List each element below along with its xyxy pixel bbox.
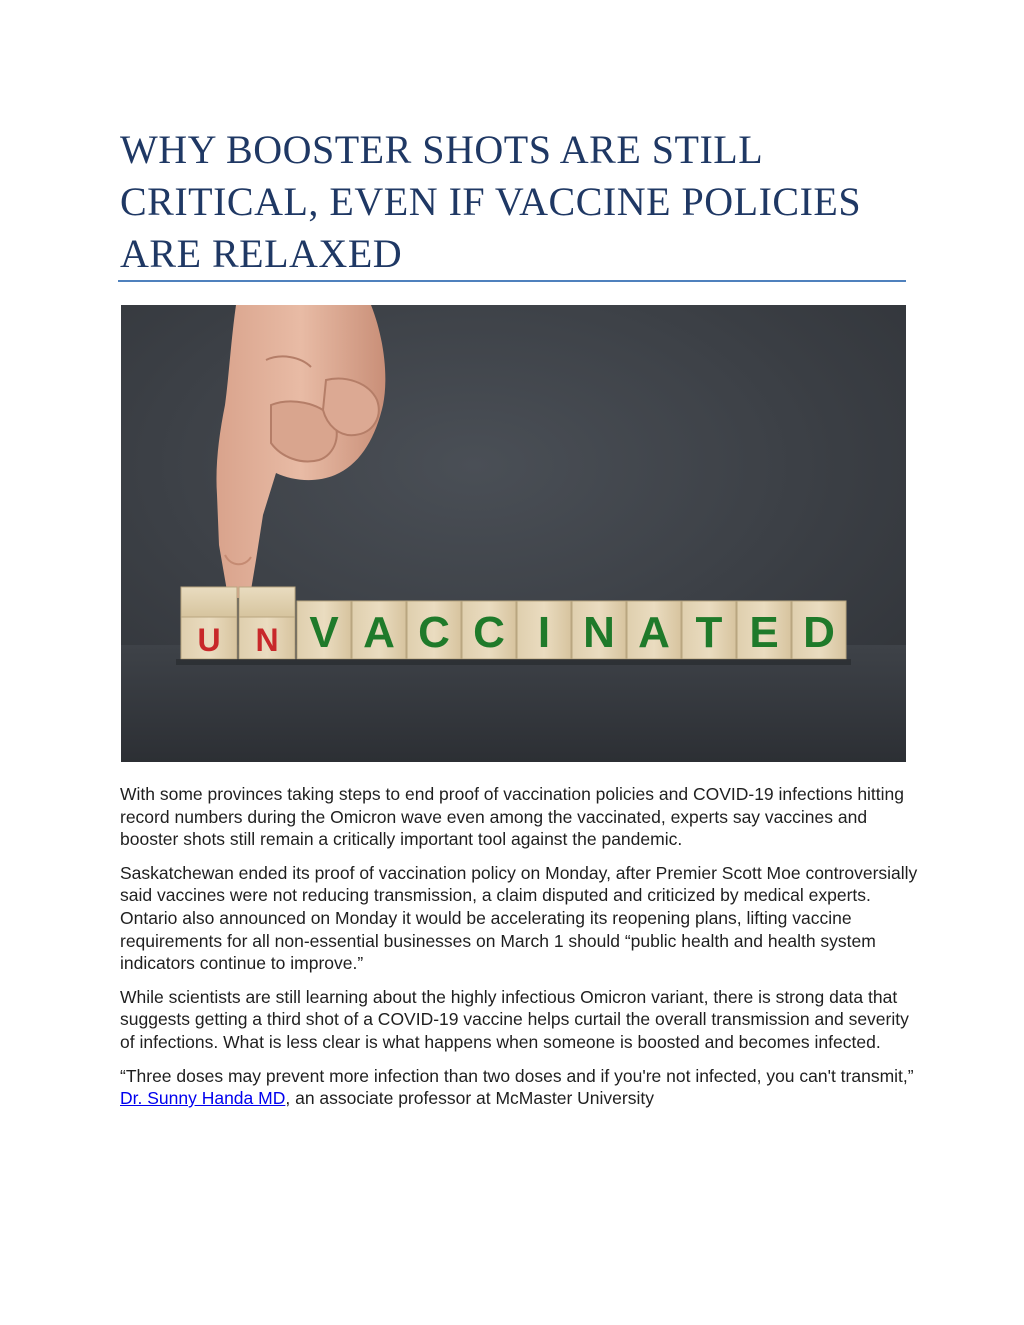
word-letter-7: A [638,608,670,657]
hero-image [121,305,906,762]
prefix-letter-n: N [255,622,279,658]
title-divider [118,280,906,282]
paragraph-3: While scientists are still learning about the highly infectious Omicron variant, there is strong data that suggests getting a third shot of a COVID-19 vaccine helps curtail the overall transmission and severity of infections. What is less clear is what happens when someone is boosted and becomes infected. [120,986,909,1052]
article-body [120,783,920,1121]
word-letter-8: T [695,608,723,657]
word-letter-3: C [418,608,450,657]
paragraph-2: Saskatchewan ended its proof of vaccination policy on Monday, after Premier Scott Moe controversially said vaccines were not reducing transmission, a claim disputed and criticized by medical experts. Ontario also announced on Monday it would be accelerating its reopening plans, lifting vaccine requirements for all non-essential businesses on March 1 should “public health and health system indicators continue to improve.” [120,862,918,974]
doctor-profile-link[interactable]: Dr. Sunny Handa MD [120,1088,286,1109]
quote-attribution: , an associate professor at McMaster University [285,1088,654,1109]
word-letter-10: D [803,608,835,657]
word-letter-9: E [749,608,779,657]
article-title: WHY BOOSTER SHOTS ARE STILL CRITICAL, EVEN IF VACCINE POLICIES ARE RELAXED [120,127,862,276]
word-letter-6: N [583,608,615,657]
word-letter-2: A [363,608,395,657]
word-letter-5: I [537,608,551,657]
prefix-letter-u: U [197,622,221,658]
paragraph-4 [120,1065,920,1110]
word-blocks [297,601,846,659]
word-letter-1: V [309,608,339,657]
word-letter-4: C [473,608,505,657]
paragraph-1: With some provinces taking steps to end proof of vaccination policies and COVID-19 infections hitting record numbers during the Omicron wave even among the vaccinated, experts say vaccines and booster shots still remain a critically important tool against the pandemic. [120,784,905,850]
quote-text: “Three doses may prevent more infection than two doses and if you're not infected, you can't transmit,” [120,1065,914,1086]
